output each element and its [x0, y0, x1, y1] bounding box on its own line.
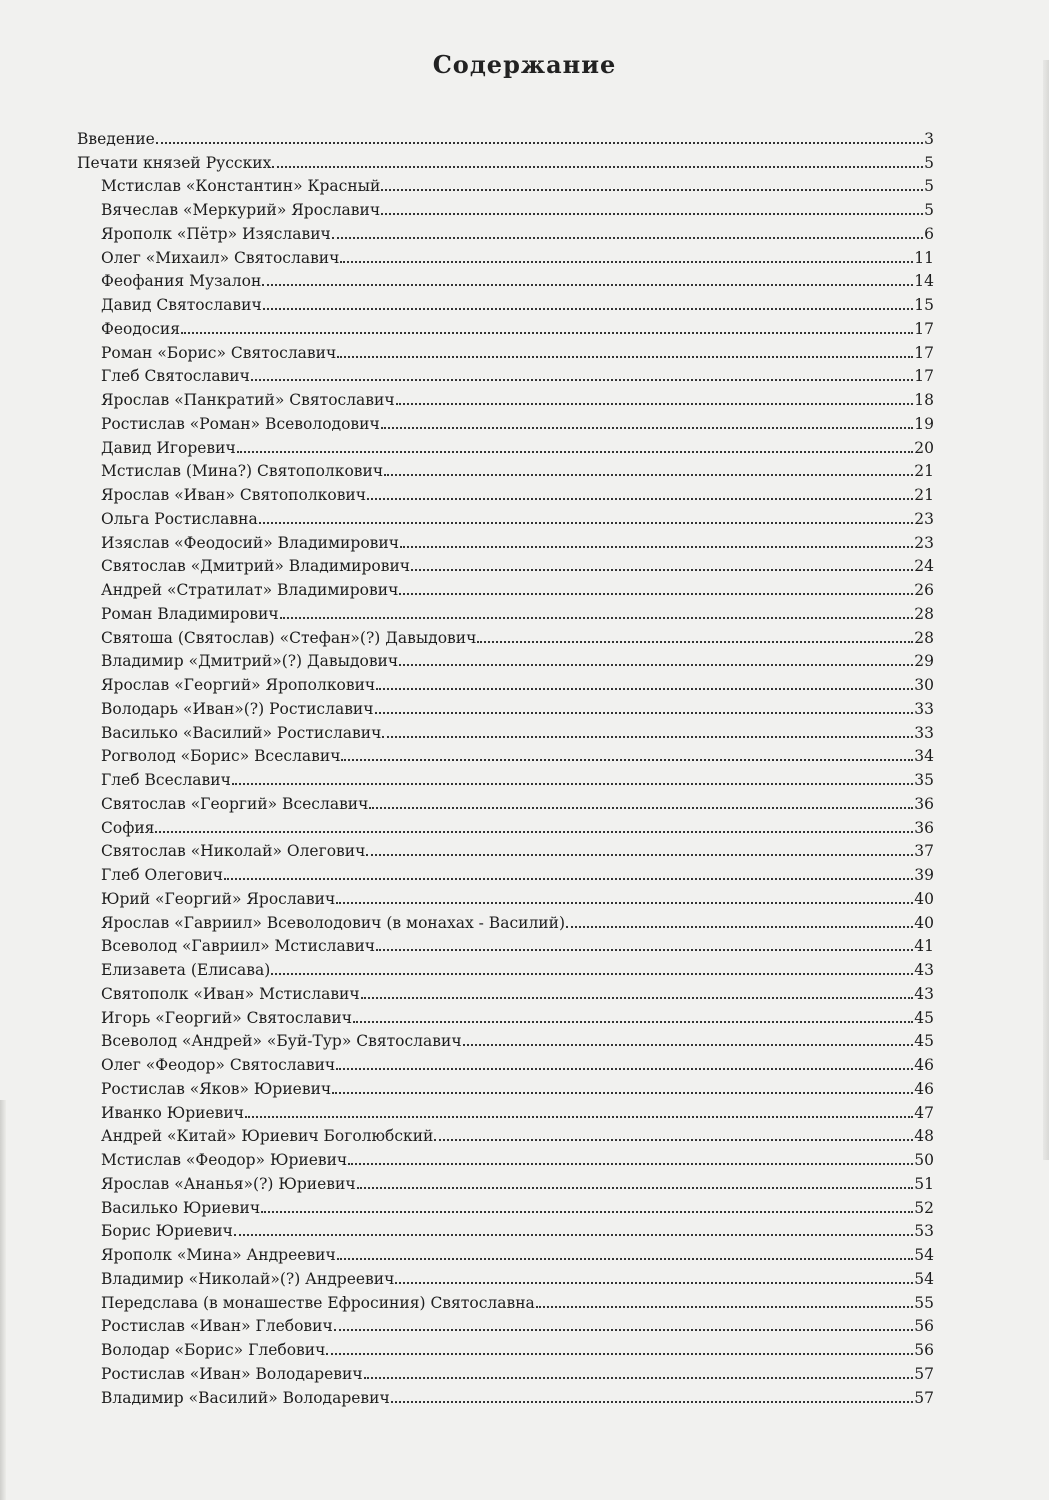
dot-leader: [361, 997, 914, 999]
dot-leader: [237, 451, 914, 453]
toc-entry-page-number: 50: [914, 1151, 934, 1169]
toc-entry-title: Давид Игоревич: [101, 438, 236, 457]
toc-entry-title: Святоша (Святослав) «Стефан»(?) Давыдович: [101, 628, 477, 647]
toc-entry: [77, 124, 934, 148]
dot-leader: [332, 237, 923, 239]
toc-entry: [77, 647, 934, 671]
toc-entry-page-number: 24: [914, 557, 934, 576]
toc-entry-title: Глеб Олегович: [101, 866, 224, 884]
toc-entry: [77, 195, 934, 219]
toc-entry-title: Игорь «Георгий» Святославич: [101, 1008, 352, 1027]
toc-entry-title: Владимир «Василий» Володаревич: [101, 1388, 390, 1407]
toc-entry-page-number: 56: [914, 1341, 934, 1359]
toc-entry-title: Феодосия: [101, 319, 181, 338]
toc-entry-title: Всеволод «Андрей» «Буй-Тур» Святославич: [101, 1032, 462, 1051]
toc-entry-page-number: 5: [924, 201, 934, 219]
toc-entry: [77, 148, 934, 172]
toc-entry-title: Давид Святославич: [101, 296, 262, 314]
toc-entry: [77, 1193, 934, 1217]
toc-entry: [77, 1288, 934, 1312]
toc-entry-page-number: 40: [914, 913, 934, 932]
toc-entry: [77, 908, 934, 932]
dot-leader: [381, 189, 923, 191]
dot-leader: [155, 831, 913, 833]
toc-entry-title: Роман «Борис» Святославич: [101, 343, 337, 362]
toc-entry: [77, 1003, 934, 1027]
toc-entry-page-number: 57: [914, 1388, 934, 1407]
toc-entry-page-number: 14: [914, 272, 934, 291]
toc-entry: [77, 1240, 934, 1264]
dot-leader: [341, 759, 913, 761]
toc-entry: [77, 789, 934, 813]
toc-entry: [77, 362, 934, 386]
toc-entry: [77, 409, 934, 433]
toc-entry: [77, 1359, 934, 1383]
toc-entry: [77, 172, 934, 196]
toc-entry-page-number: 54: [914, 1246, 934, 1264]
toc-entry-page-number: 23: [914, 509, 934, 528]
toc-entry-title: Ярослав «Иван» Святополкович: [101, 486, 367, 504]
toc-entry: [77, 1122, 934, 1146]
toc-entry: [77, 1312, 934, 1336]
toc-entry: [77, 457, 934, 481]
toc-entry-title: Ярослав «Ананья»(?) Юриевич: [101, 1174, 356, 1193]
toc-entry-title: Святослав «Николай» Олегович: [101, 842, 366, 861]
toc-entry-title: Олег «Феодор» Святославич: [101, 1056, 336, 1074]
toc-entry-page-number: 46: [914, 1056, 934, 1074]
toc-entry: [77, 290, 934, 314]
dot-leader: [340, 261, 913, 263]
dot-leader: [376, 949, 913, 951]
toc-entry-title: Передслава (в монашестве Ефросиния) Святославна: [101, 1293, 535, 1312]
toc-entry-title: Роман Владимирович: [101, 604, 279, 623]
toc-entry: [77, 623, 934, 647]
toc-entry-title: Ольга Ростиславна: [101, 509, 258, 528]
toc-entry-title: Мстислав (Мина?) Святополкович: [101, 462, 384, 481]
dot-leader: [381, 213, 923, 215]
dot-leader: [353, 1021, 913, 1023]
dot-leader: [181, 332, 913, 334]
dot-leader: [272, 166, 923, 168]
dot-leader: [232, 783, 913, 785]
toc-entry-title: Ярослав «Гавриил» Всеволодович (в монахах - Василий): [101, 913, 566, 932]
toc-entry: [77, 955, 934, 979]
toc-entry-page-number: 33: [914, 723, 934, 742]
toc-entry-title: Святослав «Дмитрий» Владимирович: [101, 557, 411, 576]
toc-entry: [77, 1027, 934, 1051]
toc-entry-page-number: 28: [914, 604, 934, 623]
toc-entry-title: Олег «Михаил» Святославич: [101, 248, 340, 267]
toc-entry-page-number: 40: [914, 889, 934, 908]
page-title: Содержание: [432, 50, 617, 79]
dot-leader: [332, 1092, 913, 1094]
dot-leader: [376, 688, 913, 690]
toc-entry-page-number: 17: [914, 367, 934, 386]
toc-entry-page-number: 35: [914, 771, 934, 789]
dot-leader: [400, 546, 913, 548]
toc-entry-page-number: 17: [914, 319, 934, 338]
dot-leader: [336, 1068, 913, 1070]
dot-leader: [156, 142, 923, 144]
toc-entry-page-number: 21: [914, 486, 934, 504]
toc-entry-title: Мстислав «Константин» Красный: [101, 177, 381, 196]
dot-leader: [334, 1329, 914, 1331]
toc-entry-title: Владимир «Дмитрий»(?) Давыдович: [101, 652, 399, 671]
toc-entry: [77, 670, 934, 694]
toc-entry: [77, 552, 934, 576]
toc-entry: [77, 1098, 934, 1122]
toc-entry: [77, 1145, 934, 1169]
page-edge-shadow: [0, 1100, 6, 1500]
toc-entry: [77, 718, 934, 742]
dot-leader: [337, 356, 913, 358]
toc-entry-page-number: 45: [914, 1032, 934, 1051]
toc-entry-page-number: 36: [914, 794, 934, 813]
dot-leader: [262, 284, 913, 286]
toc-entry-title: Елизавета (Елисава): [101, 961, 271, 979]
toc-entry: [77, 219, 934, 243]
dot-leader: [399, 593, 913, 595]
toc-entry-page-number: 5: [924, 153, 934, 172]
dot-leader: [224, 878, 913, 880]
toc-entry: [77, 932, 934, 956]
toc-entry-title: Андрей «Китай» Юриевич Боголюбский: [101, 1127, 434, 1146]
toc-entry: [77, 742, 934, 766]
toc-entry-page-number: 18: [914, 391, 934, 409]
table-of-contents: [77, 124, 934, 1407]
toc-entry-page-number: 28: [914, 628, 934, 647]
toc-entry: [77, 599, 934, 623]
toc-entry-title: Глеб Святославич: [101, 367, 250, 386]
toc-entry-title: Введение: [77, 129, 155, 148]
toc-entry-title: Иванко Юриевич: [101, 1103, 244, 1122]
dot-leader: [369, 807, 913, 809]
toc-entry: [77, 267, 934, 291]
toc-entry: [77, 860, 934, 884]
toc-entry-title: Печати князей Русских: [77, 153, 272, 172]
toc-entry: [77, 480, 934, 504]
dot-leader: [434, 1139, 913, 1141]
toc-entry-title: Юрий «Георгий» Ярославич: [101, 889, 336, 908]
toc-entry-page-number: 5: [924, 177, 934, 196]
toc-entry: [77, 528, 934, 552]
toc-entry-title: Андрей «Стратилат» Владимирович: [101, 581, 399, 599]
toc-entry-page-number: 11: [914, 248, 934, 267]
toc-entry-page-number: 47: [914, 1103, 934, 1122]
toc-entry-title: Феофания Музалон: [101, 272, 262, 291]
dot-leader: [381, 427, 914, 429]
dot-leader: [336, 902, 913, 904]
dot-leader: [271, 973, 913, 975]
toc-entry-page-number: 26: [914, 581, 934, 599]
toc-entry-page-number: 37: [914, 842, 934, 861]
toc-entry-page-number: 6: [924, 224, 934, 243]
toc-entry-page-number: 41: [914, 937, 934, 956]
toc-entry: [77, 1169, 934, 1193]
toc-entry: [77, 1383, 934, 1407]
toc-entry-page-number: 21: [914, 462, 934, 481]
dot-leader: [395, 1282, 913, 1284]
dot-leader: [566, 926, 913, 928]
dot-leader: [384, 474, 913, 476]
dot-leader: [382, 736, 913, 738]
toc-entry-page-number: 20: [914, 438, 934, 457]
dot-leader: [234, 1234, 913, 1236]
toc-entry-title: Ярослав «Панкратий» Святославич: [101, 391, 395, 409]
toc-entry-page-number: 57: [914, 1364, 934, 1383]
toc-entry-title: Рогволод «Борис» Всеславич: [101, 747, 341, 766]
toc-entry-title: Ярополк «Пётр» Изяславич: [101, 224, 331, 243]
toc-entry: [77, 694, 934, 718]
toc-entry: [77, 1264, 934, 1288]
toc-entry: [77, 1074, 934, 1098]
toc-entry: [77, 1050, 934, 1074]
toc-entry-page-number: 56: [914, 1317, 934, 1336]
dot-leader: [259, 522, 914, 524]
toc-entry-title: Владимир «Николай»(?) Андреевич: [101, 1269, 395, 1288]
toc-entry-page-number: 15: [914, 296, 934, 314]
dot-leader: [399, 664, 913, 666]
dot-leader: [261, 1211, 913, 1213]
toc-entry-page-number: 33: [914, 699, 934, 718]
toc-entry: [77, 884, 934, 908]
toc-entry-page-number: 43: [914, 984, 934, 1003]
dot-leader: [251, 379, 913, 381]
dot-leader: [366, 854, 913, 856]
dot-leader: [396, 403, 914, 405]
toc-entry-page-number: 52: [914, 1198, 934, 1217]
dot-leader: [367, 498, 913, 500]
dot-leader: [375, 712, 914, 714]
toc-entry-page-number: 51: [914, 1174, 934, 1193]
toc-entry-title: Глеб Всеславич: [101, 771, 231, 789]
toc-entry-page-number: 3: [924, 129, 934, 148]
toc-entry: [77, 837, 934, 861]
toc-entry-page-number: 48: [914, 1127, 934, 1146]
dot-leader: [391, 1401, 914, 1403]
dot-leader: [245, 1116, 913, 1118]
dot-leader: [280, 617, 914, 619]
toc-entry: [77, 243, 934, 267]
toc-entry-title: Володарь «Иван»(?) Ростиславич: [101, 699, 374, 718]
toc-entry-page-number: 55: [914, 1293, 934, 1312]
toc-entry-page-number: 17: [914, 343, 934, 362]
toc-entry-page-number: 29: [914, 652, 934, 671]
toc-entry-page-number: 39: [914, 866, 934, 884]
toc-entry-title: Святополк «Иван» Мстиславич: [101, 984, 360, 1003]
toc-entry-page-number: 30: [914, 676, 934, 694]
toc-entry-title: Борис Юриевич: [101, 1222, 233, 1241]
toc-entry: [77, 385, 934, 409]
toc-entry: [77, 433, 934, 457]
toc-entry-title: Ростислав «Роман» Всеволодович: [101, 414, 380, 433]
toc-entry-page-number: 19: [914, 414, 934, 433]
toc-entry-title: Ярополк «Мина» Андреевич: [101, 1246, 336, 1264]
toc-entry-page-number: 46: [914, 1079, 934, 1098]
toc-entry-title: Всеволод «Гавриил» Мстиславич: [101, 937, 376, 956]
dot-leader: [337, 1258, 914, 1260]
toc-entry: [77, 338, 934, 362]
toc-entry: [77, 979, 934, 1003]
toc-entry-title: Василько «Василий» Ростиславич: [101, 723, 382, 742]
dot-leader: [477, 641, 913, 643]
toc-entry: [77, 314, 934, 338]
toc-entry-page-number: 36: [914, 818, 934, 837]
toc-entry: [77, 765, 934, 789]
toc-entry-title: София: [101, 818, 155, 837]
toc-entry-page-number: 54: [914, 1269, 934, 1288]
toc-entry: [77, 504, 934, 528]
dot-leader: [463, 1044, 914, 1046]
toc-entry-title: Володар «Борис» Глебович: [101, 1341, 326, 1359]
toc-entry-title: Ростислав «Иван» Володаревич: [101, 1364, 363, 1383]
page-edge-shadow: [1043, 60, 1049, 1160]
toc-entry: [77, 1335, 934, 1359]
dot-leader: [263, 308, 914, 310]
toc-entry-page-number: 34: [914, 747, 934, 766]
toc-entry-title: Ярослав «Георгий» Ярополкович: [101, 676, 376, 694]
dot-leader: [348, 1163, 913, 1165]
dot-leader: [364, 1377, 914, 1379]
toc-entry-page-number: 43: [914, 961, 934, 979]
toc-entry-title: Святослав «Георгий» Всеславич: [101, 794, 369, 813]
toc-entry-title: Ростислав «Яков» Юриевич: [101, 1079, 332, 1098]
dot-leader: [326, 1353, 913, 1355]
dot-leader: [357, 1187, 914, 1189]
toc-entry: [77, 1217, 934, 1241]
toc-entry-page-number: 23: [914, 533, 934, 552]
toc-entry-title: Василько Юриевич: [101, 1198, 261, 1217]
toc-entry-title: Ростислав «Иван» Глебович: [101, 1317, 333, 1336]
toc-entry-page-number: 53: [914, 1222, 934, 1241]
dot-leader: [536, 1306, 913, 1308]
toc-entry: [77, 813, 934, 837]
toc-entry-title: Изяслав «Феодосий» Владимирович: [101, 533, 399, 552]
dot-leader: [411, 569, 913, 571]
toc-entry-page-number: 45: [914, 1008, 934, 1027]
toc-entry-title: Мстислав «Феодор» Юриевич: [101, 1151, 348, 1169]
toc-entry-title: Вячеслав «Меркурий» Ярославич: [101, 201, 381, 219]
toc-entry: [77, 575, 934, 599]
